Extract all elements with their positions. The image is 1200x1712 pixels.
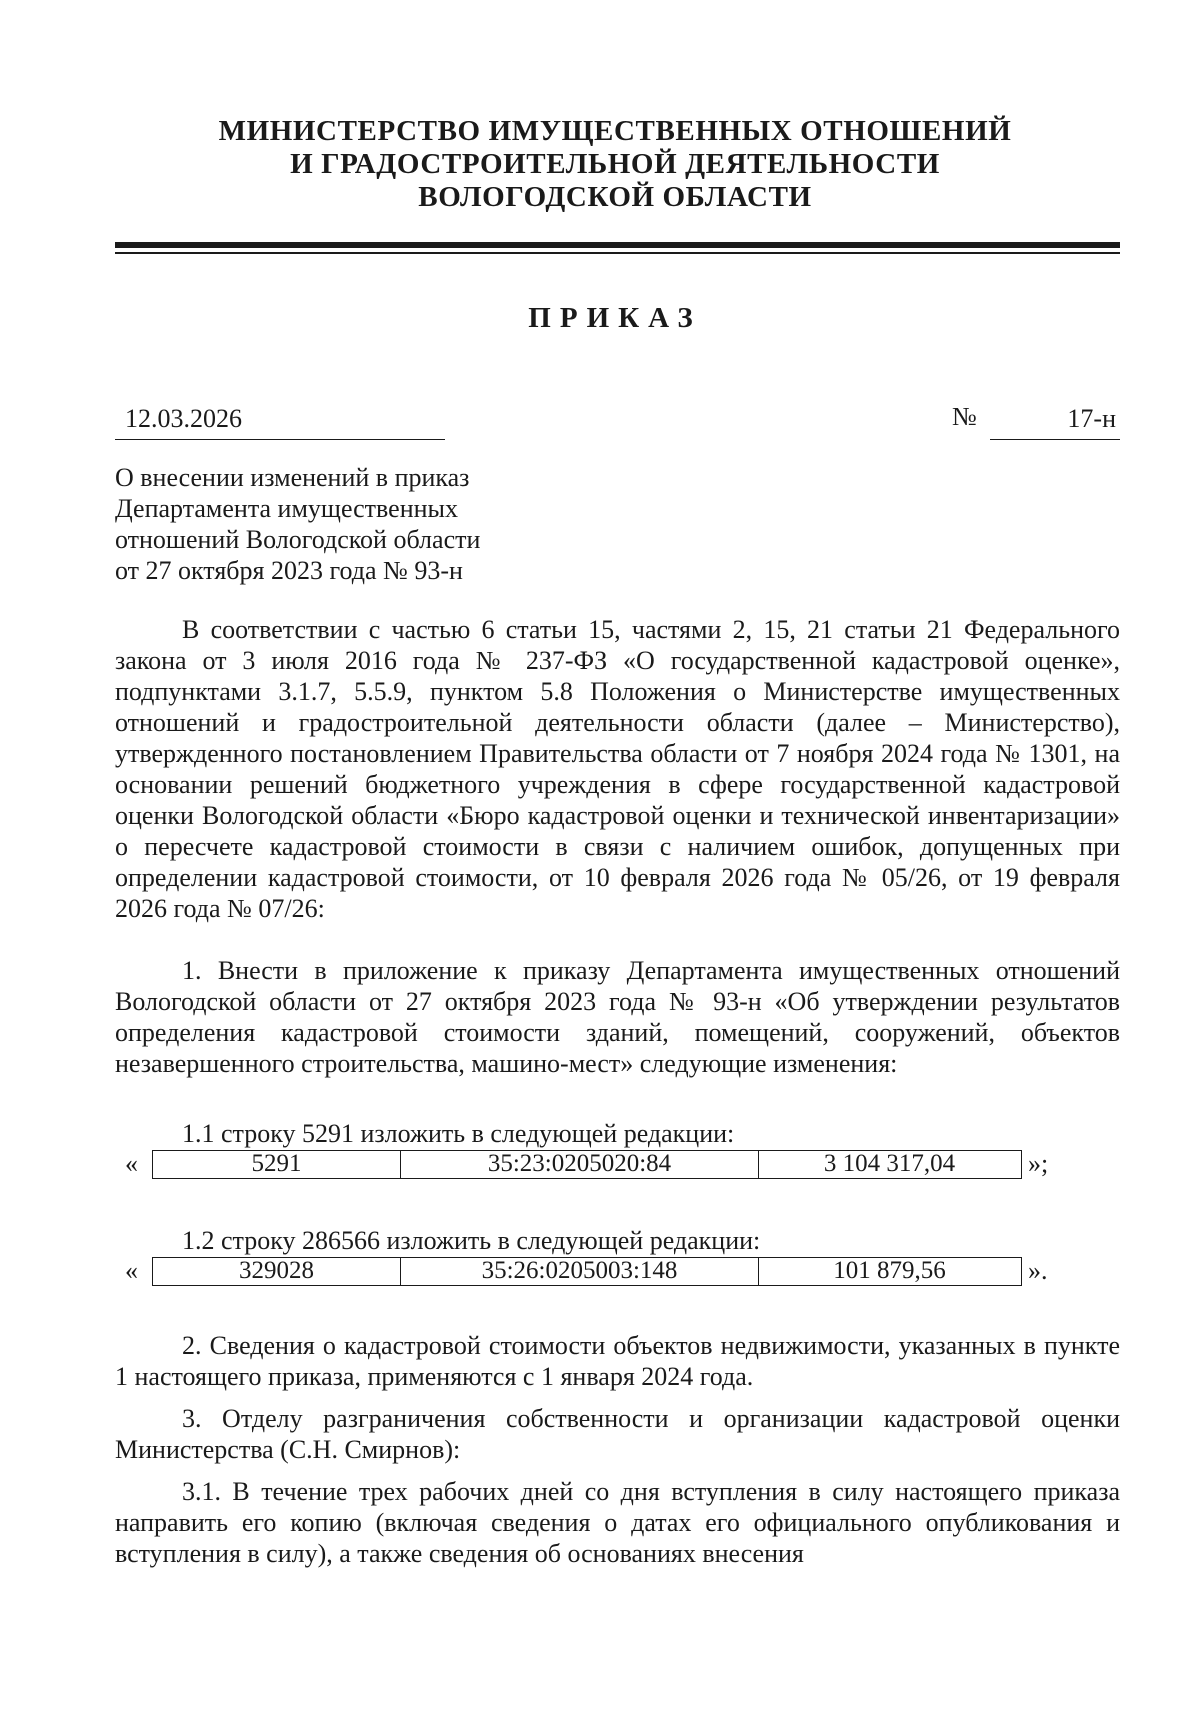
item-3-1-paragraph: 3.1. В течение трех рабочих дней со дня вступления в силу настоящего приказа направить его копию (включая сведения о датах его официального опубликования и вступления в силу), а также сведения об основаниях внесения xyxy=(115,1477,1120,1568)
order-date: 12.03.2026 xyxy=(115,404,445,440)
subject-line: от 27 октября 2023 года № 93-н xyxy=(115,556,463,585)
item-1-1-table-row xyxy=(152,1150,1022,1179)
order-subject xyxy=(115,462,575,586)
item-3-paragraph: 3. Отделу разграничения собственности и организации кадастровой оценки Министерства (С.Н. Смирнов): xyxy=(115,1404,1120,1464)
item-1-1-close-quote: »; xyxy=(1028,1149,1049,1178)
order-title: ПРИКАЗ xyxy=(528,302,702,334)
cadastral-value-cell: 101 879,56 xyxy=(833,1257,946,1284)
item-2-paragraph: 2. Сведения о кадастровой стоимости объектов недвижимости, указанных в пункте 1 настоящего приказа, применяются с 1 января 2024 года. xyxy=(115,1331,1120,1391)
item-1-2-label: 1.2 строку 286566 изложить в следующей редакции: xyxy=(182,1226,761,1255)
subject-line: отношений Вологодской области xyxy=(115,525,481,554)
item-1-1-open-quote: « xyxy=(125,1149,138,1178)
item-1-2-close-quote: ». xyxy=(1028,1256,1048,1285)
header-line-3: ВОЛОГОДСКОЙ ОБЛАСТИ xyxy=(418,181,812,213)
number-sign: № xyxy=(952,402,977,431)
header-divider-thick xyxy=(115,242,1120,248)
item-1-2-open-quote: « xyxy=(125,1256,138,1285)
subject-line: Департамента имущественных xyxy=(115,494,458,523)
row-number-cell: 329028 xyxy=(153,1258,401,1285)
subject-line: О внесении изменений в приказ xyxy=(115,463,470,492)
header-divider-thin xyxy=(115,252,1120,254)
cadastral-number-cell: 35:26:0205003:148 xyxy=(401,1258,759,1285)
cadastral-number-cell: 35:23:0205020:84 xyxy=(401,1151,759,1178)
item-1-paragraph: 1. Внести в приложение к приказу Департамента имущественных отношений Вологодской области от 27 октября 2023 года № 93-н «Об утверждении результатов определения кадастровой стоимости зданий, помещений, сооружений, объектов незавершенного строительства, машино-мест» следующие изменения: xyxy=(115,956,1120,1078)
cadastral-value-cell: 3 104 317,04 xyxy=(823,1150,956,1177)
row-number-cell: 5291 xyxy=(153,1151,401,1178)
header-line-1: МИНИСТЕРСТВО ИМУЩЕСТВЕННЫХ ОТНОШЕНИЙ xyxy=(218,115,1012,147)
header-line-2: И ГРАДОСТРОИТЕЛЬНОЙ ДЕЯТЕЛЬНОСТИ xyxy=(290,148,940,180)
item-1-1-label: 1.1 строку 5291 изложить в следующей редакции: xyxy=(182,1119,735,1148)
preamble-paragraph: В соответствии с частью 6 статьи 15, частями 2, 15, 21 статьи 21 Федерального закона от 3 июля 2016 года № 237-ФЗ «О государственной кадастровой оценке», подпунктами 3.1.7, 5.5.9, пунктом 5.8 Положения о Министерстве имущественных отношений и градостроительной деятельности области (далее – Министерство), утвержденного постановлением Правительства области от 7 ноября 2024 года № 1301, на основании решений бюджетного учреждения в сфере государственной кадастровой оценки Вологодской области «Бюро кадастровой оценки и технической инвентаризации» о пересчете кадастровой стоимости в связи с наличием ошибок, допущенных при определении кадастровой стоимости, от 10 февраля 2026 года № 05/26, от 19 февраля 2026 года № 07/26: xyxy=(115,615,1120,923)
ministry-header xyxy=(110,115,1120,214)
item-1-2-table-row xyxy=(152,1257,1022,1286)
order-number: 17-н xyxy=(990,404,1120,440)
